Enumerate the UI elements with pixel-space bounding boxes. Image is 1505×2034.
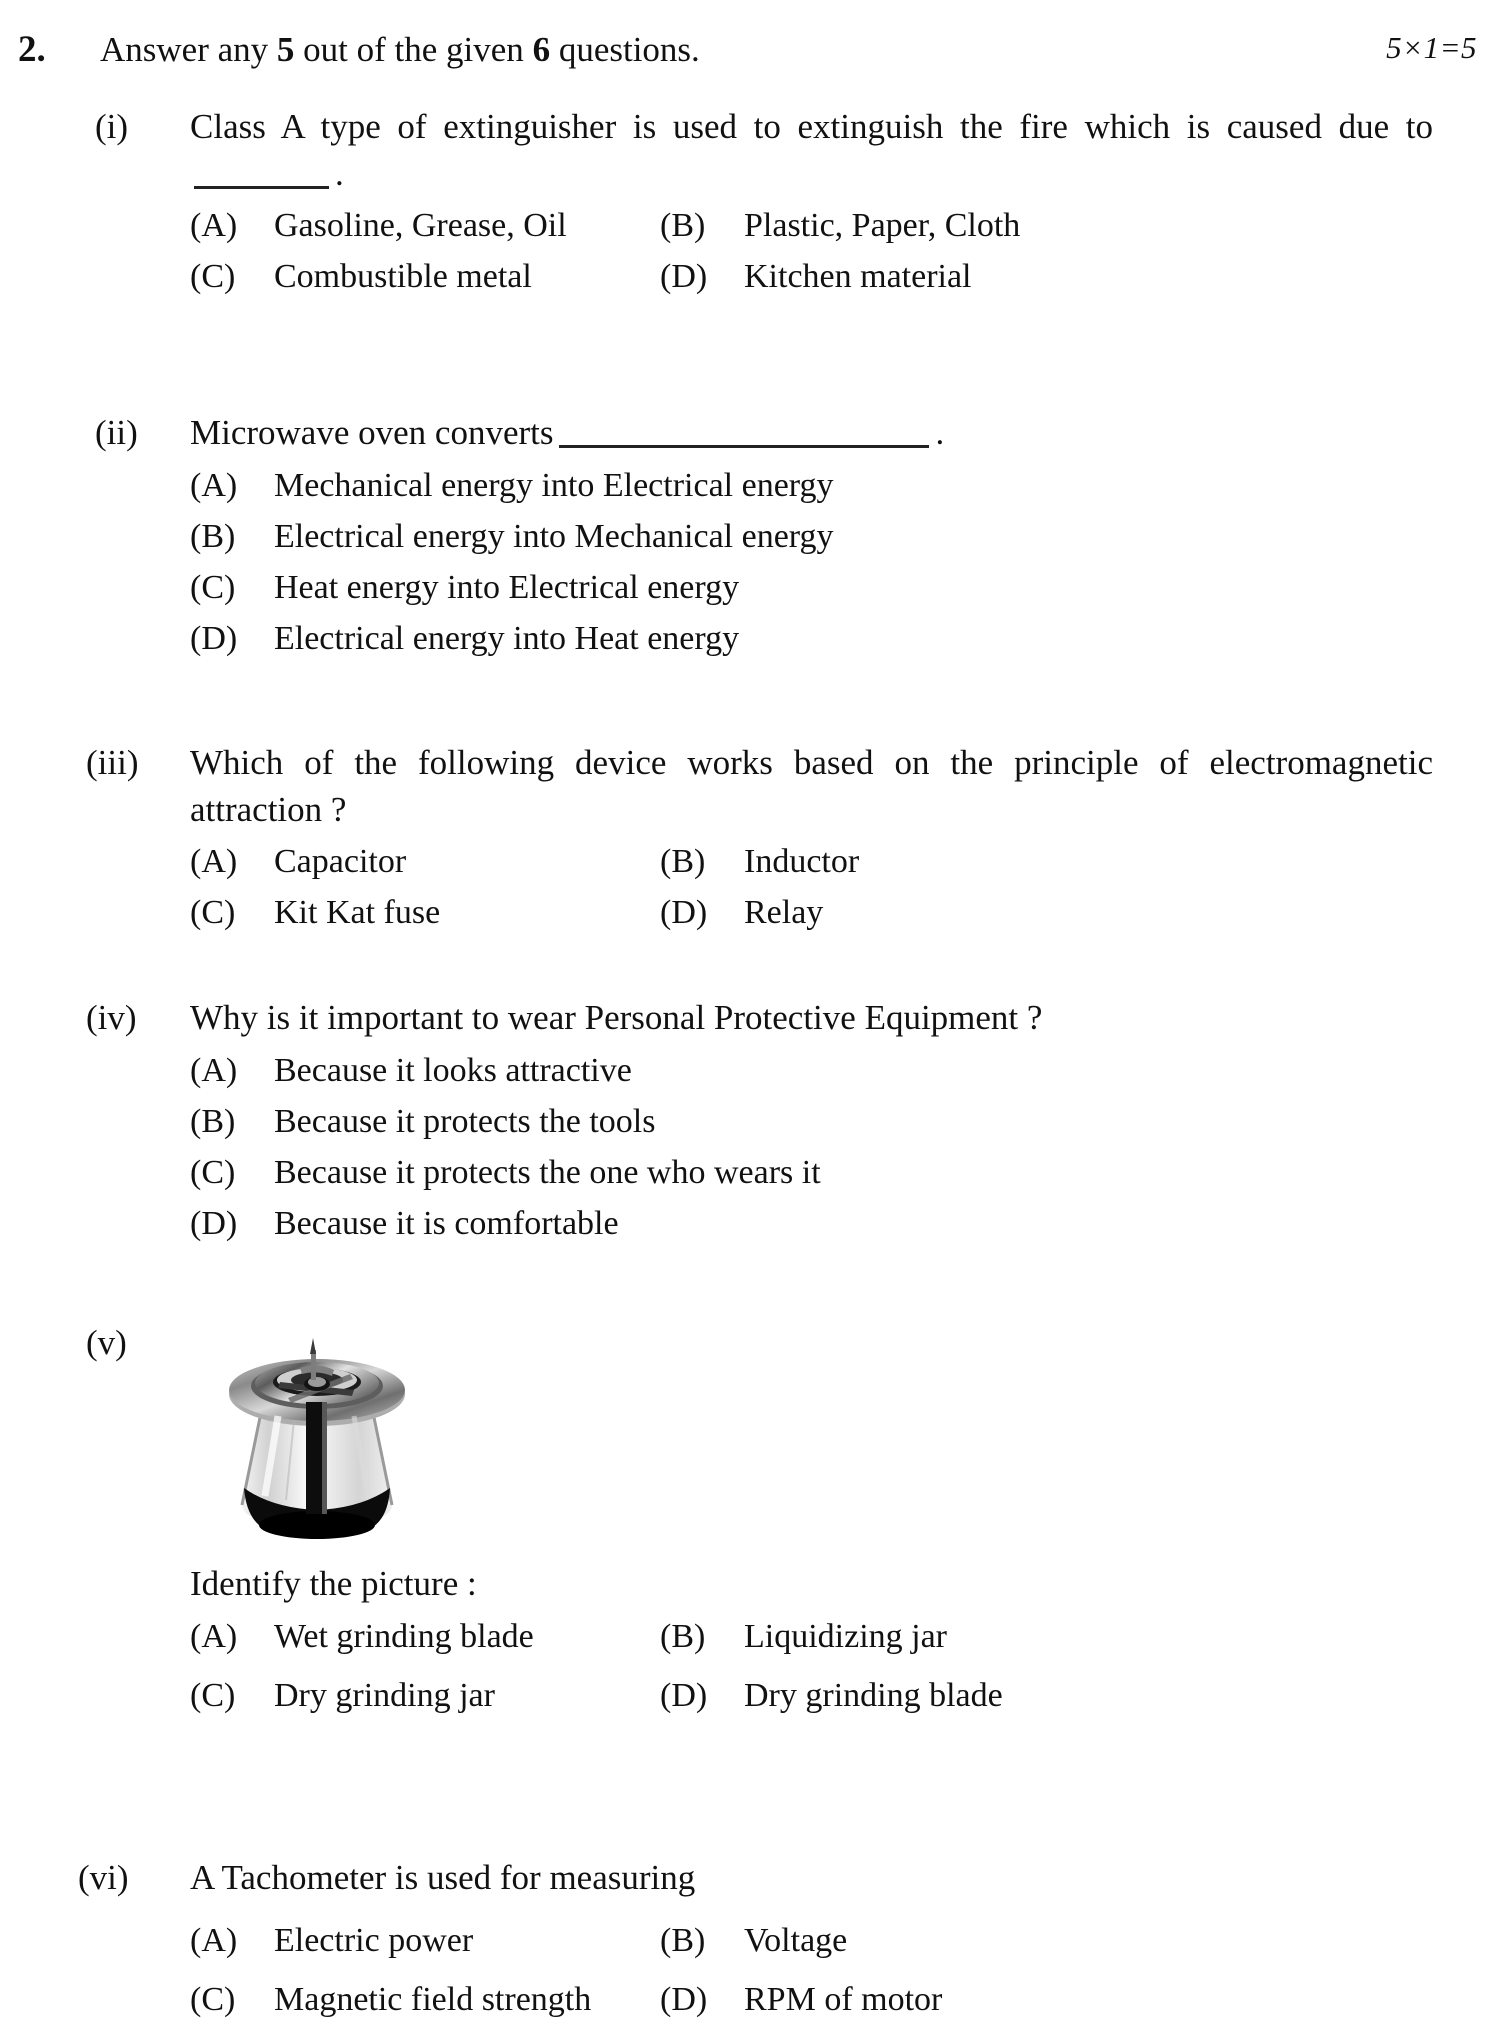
options-v xyxy=(0,1614,1505,1718)
option-i-a[interactable] xyxy=(190,203,660,248)
option-i-c[interactable] xyxy=(190,254,660,299)
option-label: Dry grinding blade xyxy=(744,1677,1003,1715)
option-label: RPM of motor xyxy=(744,1980,943,2018)
sub-question-label-ii: (ii) xyxy=(95,413,138,452)
option-v-c[interactable] xyxy=(190,1673,660,1718)
sub-question-stem-vi: A Tachometer is used for measuring xyxy=(190,1858,696,1897)
fill-blank-i xyxy=(194,164,329,189)
option-tag: (B) xyxy=(660,1618,706,1655)
option-label: Because it is comfortable xyxy=(274,1205,619,1243)
sub-question-stem-ii xyxy=(190,410,1505,457)
options-ii xyxy=(0,463,1505,662)
option-label: Dry grinding jar xyxy=(274,1677,495,1715)
option-vi-c[interactable] xyxy=(190,1977,660,2022)
option-row xyxy=(190,890,1505,935)
marks-allocation: 5×1=5 xyxy=(1386,30,1477,65)
option-iii-a[interactable] xyxy=(190,839,660,884)
sub-question-v xyxy=(0,1320,1505,1718)
option-tag: (D) xyxy=(660,1980,708,2018)
sub-question-label-iv: (iv) xyxy=(86,998,137,1037)
option-tag: (C) xyxy=(190,568,236,606)
sub-question-label-i: (i) xyxy=(95,107,129,146)
option-tag: (C) xyxy=(190,1677,236,1715)
option-iii-d[interactable] xyxy=(660,890,823,935)
sub-question-stem-i xyxy=(190,104,1505,197)
stem-tail-i: . xyxy=(335,153,344,193)
option-tag: (B) xyxy=(660,843,706,881)
qr-code-icon xyxy=(700,0,776,22)
instruction-count-answer: 5 xyxy=(276,30,295,69)
options-vi xyxy=(0,1918,1505,2022)
option-row xyxy=(190,616,1505,661)
instruction-count-total: 6 xyxy=(532,30,551,69)
option-vi-d[interactable] xyxy=(660,1977,942,2022)
sub-question-i xyxy=(0,104,1505,300)
option-ii-c[interactable] xyxy=(190,565,739,610)
option-label: Heat energy into Electrical energy xyxy=(274,568,740,606)
option-ii-b[interactable] xyxy=(190,514,834,559)
sub-question-vi xyxy=(0,1855,1505,2022)
option-label: Inductor xyxy=(744,843,860,881)
option-row xyxy=(190,203,1505,248)
option-label: Because it protects the one who wears it xyxy=(274,1153,821,1191)
fill-blank-ii xyxy=(559,423,929,448)
option-row xyxy=(190,1673,1505,1718)
option-label: Kitchen material xyxy=(744,258,972,296)
option-label: Because it protects the tools xyxy=(274,1102,656,1140)
option-row xyxy=(190,1918,1505,1963)
option-label: Wet grinding blade xyxy=(274,1618,534,1655)
sub-question-label-vi: (vi) xyxy=(78,1858,129,1897)
option-tag: (A) xyxy=(190,1921,238,1959)
option-label: Voltage xyxy=(744,1921,848,1959)
option-iii-b[interactable] xyxy=(660,839,859,884)
option-label: Combustible metal xyxy=(274,258,532,296)
option-iv-c[interactable] xyxy=(190,1150,821,1195)
sub-question-iii xyxy=(0,740,1505,936)
option-label: Plastic, Paper, Cloth xyxy=(744,207,1021,245)
stem-text-ii: Microwave oven converts xyxy=(190,413,554,452)
option-label: Magnetic field strength xyxy=(274,1980,592,2018)
option-row xyxy=(190,1614,1505,1659)
option-tag: (D) xyxy=(190,1205,238,1243)
option-tag: (D) xyxy=(660,894,708,932)
option-tag: (D) xyxy=(660,258,708,296)
option-label: Because it looks attractive xyxy=(274,1051,632,1089)
option-label: Mechanical energy into Electrical energy xyxy=(274,466,834,504)
sub-question-label-v: (v) xyxy=(86,1323,127,1362)
option-tag: (C) xyxy=(190,894,236,932)
option-label: Electrical energy into Mechanical energy xyxy=(274,517,834,555)
option-row xyxy=(190,463,1505,508)
instruction-prefix: Answer any xyxy=(100,30,277,69)
option-label: Kit Kat fuse xyxy=(274,894,441,932)
instruction-middle: out of the given xyxy=(294,30,533,69)
option-row xyxy=(190,565,1505,610)
identify-picture-label: Identify the picture : xyxy=(190,1564,477,1603)
option-tag: (C) xyxy=(190,1980,236,2018)
mixer-grinder-jar-image xyxy=(202,1320,432,1550)
option-tag: (B) xyxy=(660,1921,706,1959)
option-tag: (D) xyxy=(660,1677,708,1715)
option-label: Electrical energy into Heat energy xyxy=(274,620,740,658)
option-tag: (A) xyxy=(190,207,238,245)
option-tag: (C) xyxy=(190,258,236,296)
option-v-a[interactable] xyxy=(190,1614,660,1659)
sub-question-ii xyxy=(0,410,1505,661)
stem-text-i: Class A type of extinguisher is used to extinguish the fire which is caused due to xyxy=(190,107,1433,146)
option-iv-d[interactable] xyxy=(190,1201,619,1246)
picture-block-v xyxy=(190,1320,432,1550)
sub-question-label-iii: (iii) xyxy=(86,743,139,782)
option-tag: (A) xyxy=(190,1618,238,1655)
option-row xyxy=(190,839,1505,884)
option-vi-b[interactable] xyxy=(660,1918,847,1963)
option-label: Relay xyxy=(744,894,824,932)
option-row xyxy=(190,254,1505,299)
options-i xyxy=(0,203,1505,299)
option-row xyxy=(190,1150,1505,1195)
option-label: Capacitor xyxy=(274,843,407,881)
sub-question-iv xyxy=(0,995,1505,1246)
option-row xyxy=(190,1099,1505,1144)
option-i-d[interactable] xyxy=(660,254,972,299)
sub-question-stem-iii: Which of the following device works based on the principle of electromagnetic attraction ? xyxy=(190,743,1433,829)
option-tag: (B) xyxy=(190,1102,236,1140)
instruction-suffix: questions. xyxy=(550,30,700,69)
option-label: Gasoline, Grease, Oil xyxy=(274,207,567,245)
question-number: 2. xyxy=(18,29,46,70)
option-label: Electric power xyxy=(274,1921,474,1959)
option-tag: (B) xyxy=(190,517,236,555)
option-label: Liquidizing jar xyxy=(744,1618,948,1655)
option-iv-a[interactable] xyxy=(190,1048,632,1093)
option-row xyxy=(190,1977,1505,2022)
option-row xyxy=(190,1201,1505,1246)
option-row xyxy=(190,1048,1505,1093)
option-tag: (D) xyxy=(190,620,238,658)
option-ii-a[interactable] xyxy=(190,463,834,508)
option-v-b[interactable] xyxy=(660,1614,947,1659)
option-tag: (A) xyxy=(190,843,238,881)
option-iv-b[interactable] xyxy=(190,1099,655,1144)
sub-question-stem-iv: Why is it important to wear Personal Protective Equipment ? xyxy=(190,998,1043,1037)
option-tag: (B) xyxy=(660,207,706,245)
stem-tail-ii: . xyxy=(935,413,945,452)
question-header xyxy=(0,28,1505,72)
option-iii-c[interactable] xyxy=(190,890,660,935)
option-tag: (A) xyxy=(190,466,238,504)
option-row xyxy=(190,514,1505,559)
option-ii-d[interactable] xyxy=(190,616,739,661)
question-instruction xyxy=(100,29,700,71)
option-tag: (A) xyxy=(190,1051,238,1089)
option-i-b[interactable] xyxy=(660,203,1020,248)
option-vi-a[interactable] xyxy=(190,1918,660,1963)
option-tag: (C) xyxy=(190,1153,236,1191)
options-iii xyxy=(0,839,1505,935)
option-v-d[interactable] xyxy=(660,1673,1003,1718)
options-iv xyxy=(0,1048,1505,1247)
